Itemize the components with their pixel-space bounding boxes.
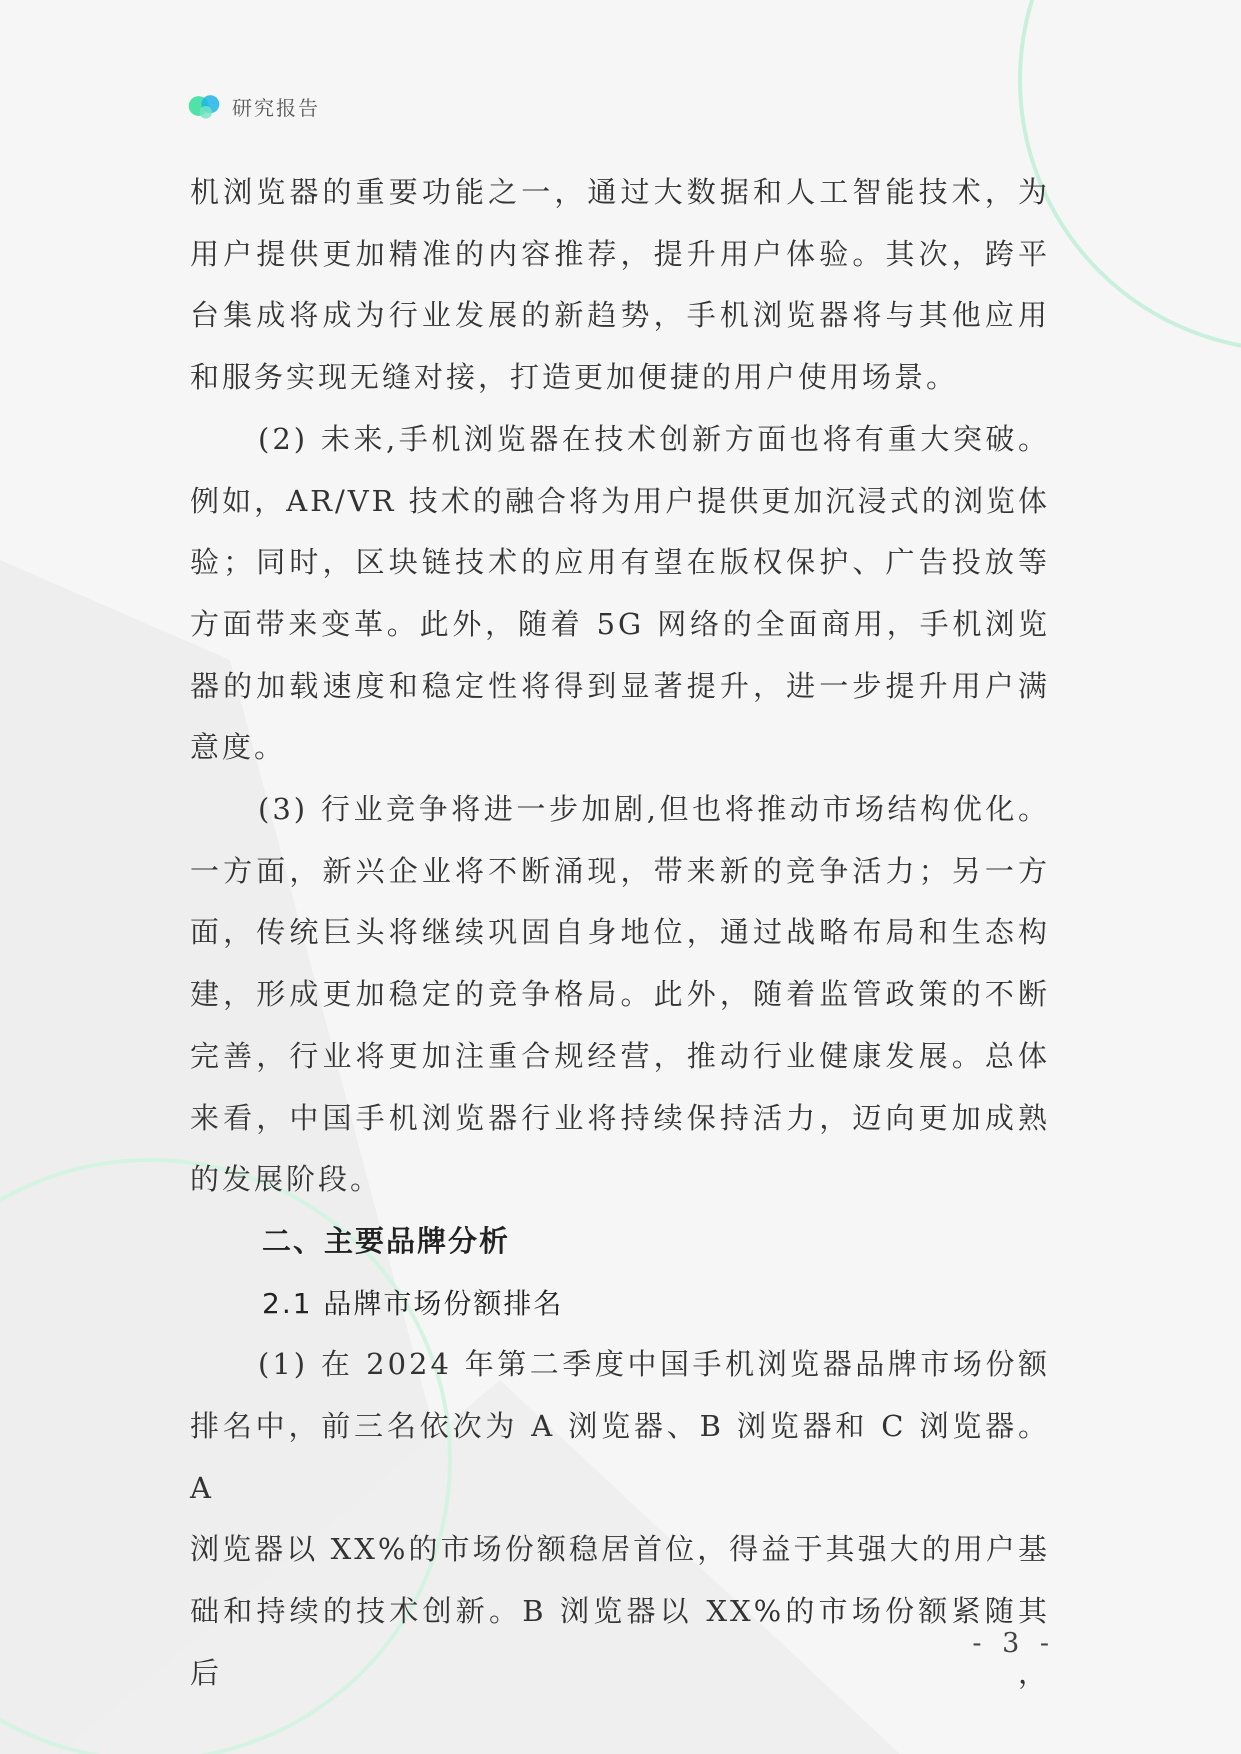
text-line: 建，形成更加稳定的竞争格局。此外，随着监管政策的不断 [190,977,1050,1012]
text-line: 台集成将成为行业发展的新趋势，手机浏览器将与其他应用 [190,298,1050,333]
text-line: 完善，行业将更加注重合规经营，推动行业健康发展。总体 [190,1038,1050,1073]
text-line: 排名中，前三名依次为 A 浏览器、B 浏览器和 C 浏览器。A [190,1409,1050,1505]
text-line: (1) 在 2024 年第二季度中国手机浏览器品牌市场份额 [258,1347,1050,1382]
document-body [190,162,1050,1705]
page-number: - 3 - [972,1628,1055,1659]
text-line: 例如，AR/VR 技术的融合将为用户提供更加沉浸式的浏览体 [190,483,1050,518]
text-line: 面，传统巨头将继续巩固自身地位，通过战略布局和生态构 [190,915,1050,950]
text-line: 浏览器以 XX%的市场份额稳居首位，得益于其强大的用户基 [190,1532,1050,1567]
text-line: 意度。 [190,730,287,765]
report-header [186,86,320,126]
text-line: 验；同时，区块链技术的应用有望在版权保护、广告投放等 [190,545,1050,580]
brand-logo-icon [186,88,222,124]
text-line: 来看，中国手机浏览器行业将持续保持活力，迈向更加成熟 [190,1100,1050,1135]
text-line: 础和持续的技术创新。B 浏览器以 XX%的市场份额紧随其后， [190,1594,1050,1690]
text-line: 器的加载速度和稳定性将得到显著提升，进一步提升用户满 [190,668,1050,703]
text-line: 一方面，新兴企业将不断涌现，带来新的竞争活力；另一方 [190,853,1050,888]
header-title: 研究报告 [232,95,320,120]
text-line: 和服务实现无缝对接，打造更加便捷的用户使用场景。 [190,360,959,395]
text-line: (2) 未来,手机浏览器在技术创新方面也将有重大突破。 [258,421,1050,456]
text-line: 用户提供更加精准的内容推荐，提升用户体验。其次，跨平 [190,236,1050,271]
text-line: 机浏览器的重要功能之一，通过大数据和人工智能技术，为 [190,175,1050,209]
section-heading: 二、主要品牌分析 [262,1223,511,1258]
text-line: (3) 行业竞争将进一步加剧,但也将推动市场结构优化。 [258,792,1050,827]
text-line: 的发展阶段。 [190,1162,383,1197]
text-line: 方面带来变革。此外，随着 5G 网络的全面商用，手机浏览 [190,606,1050,641]
subsection-heading: 2.1 品牌市场份额排名 [262,1286,564,1320]
